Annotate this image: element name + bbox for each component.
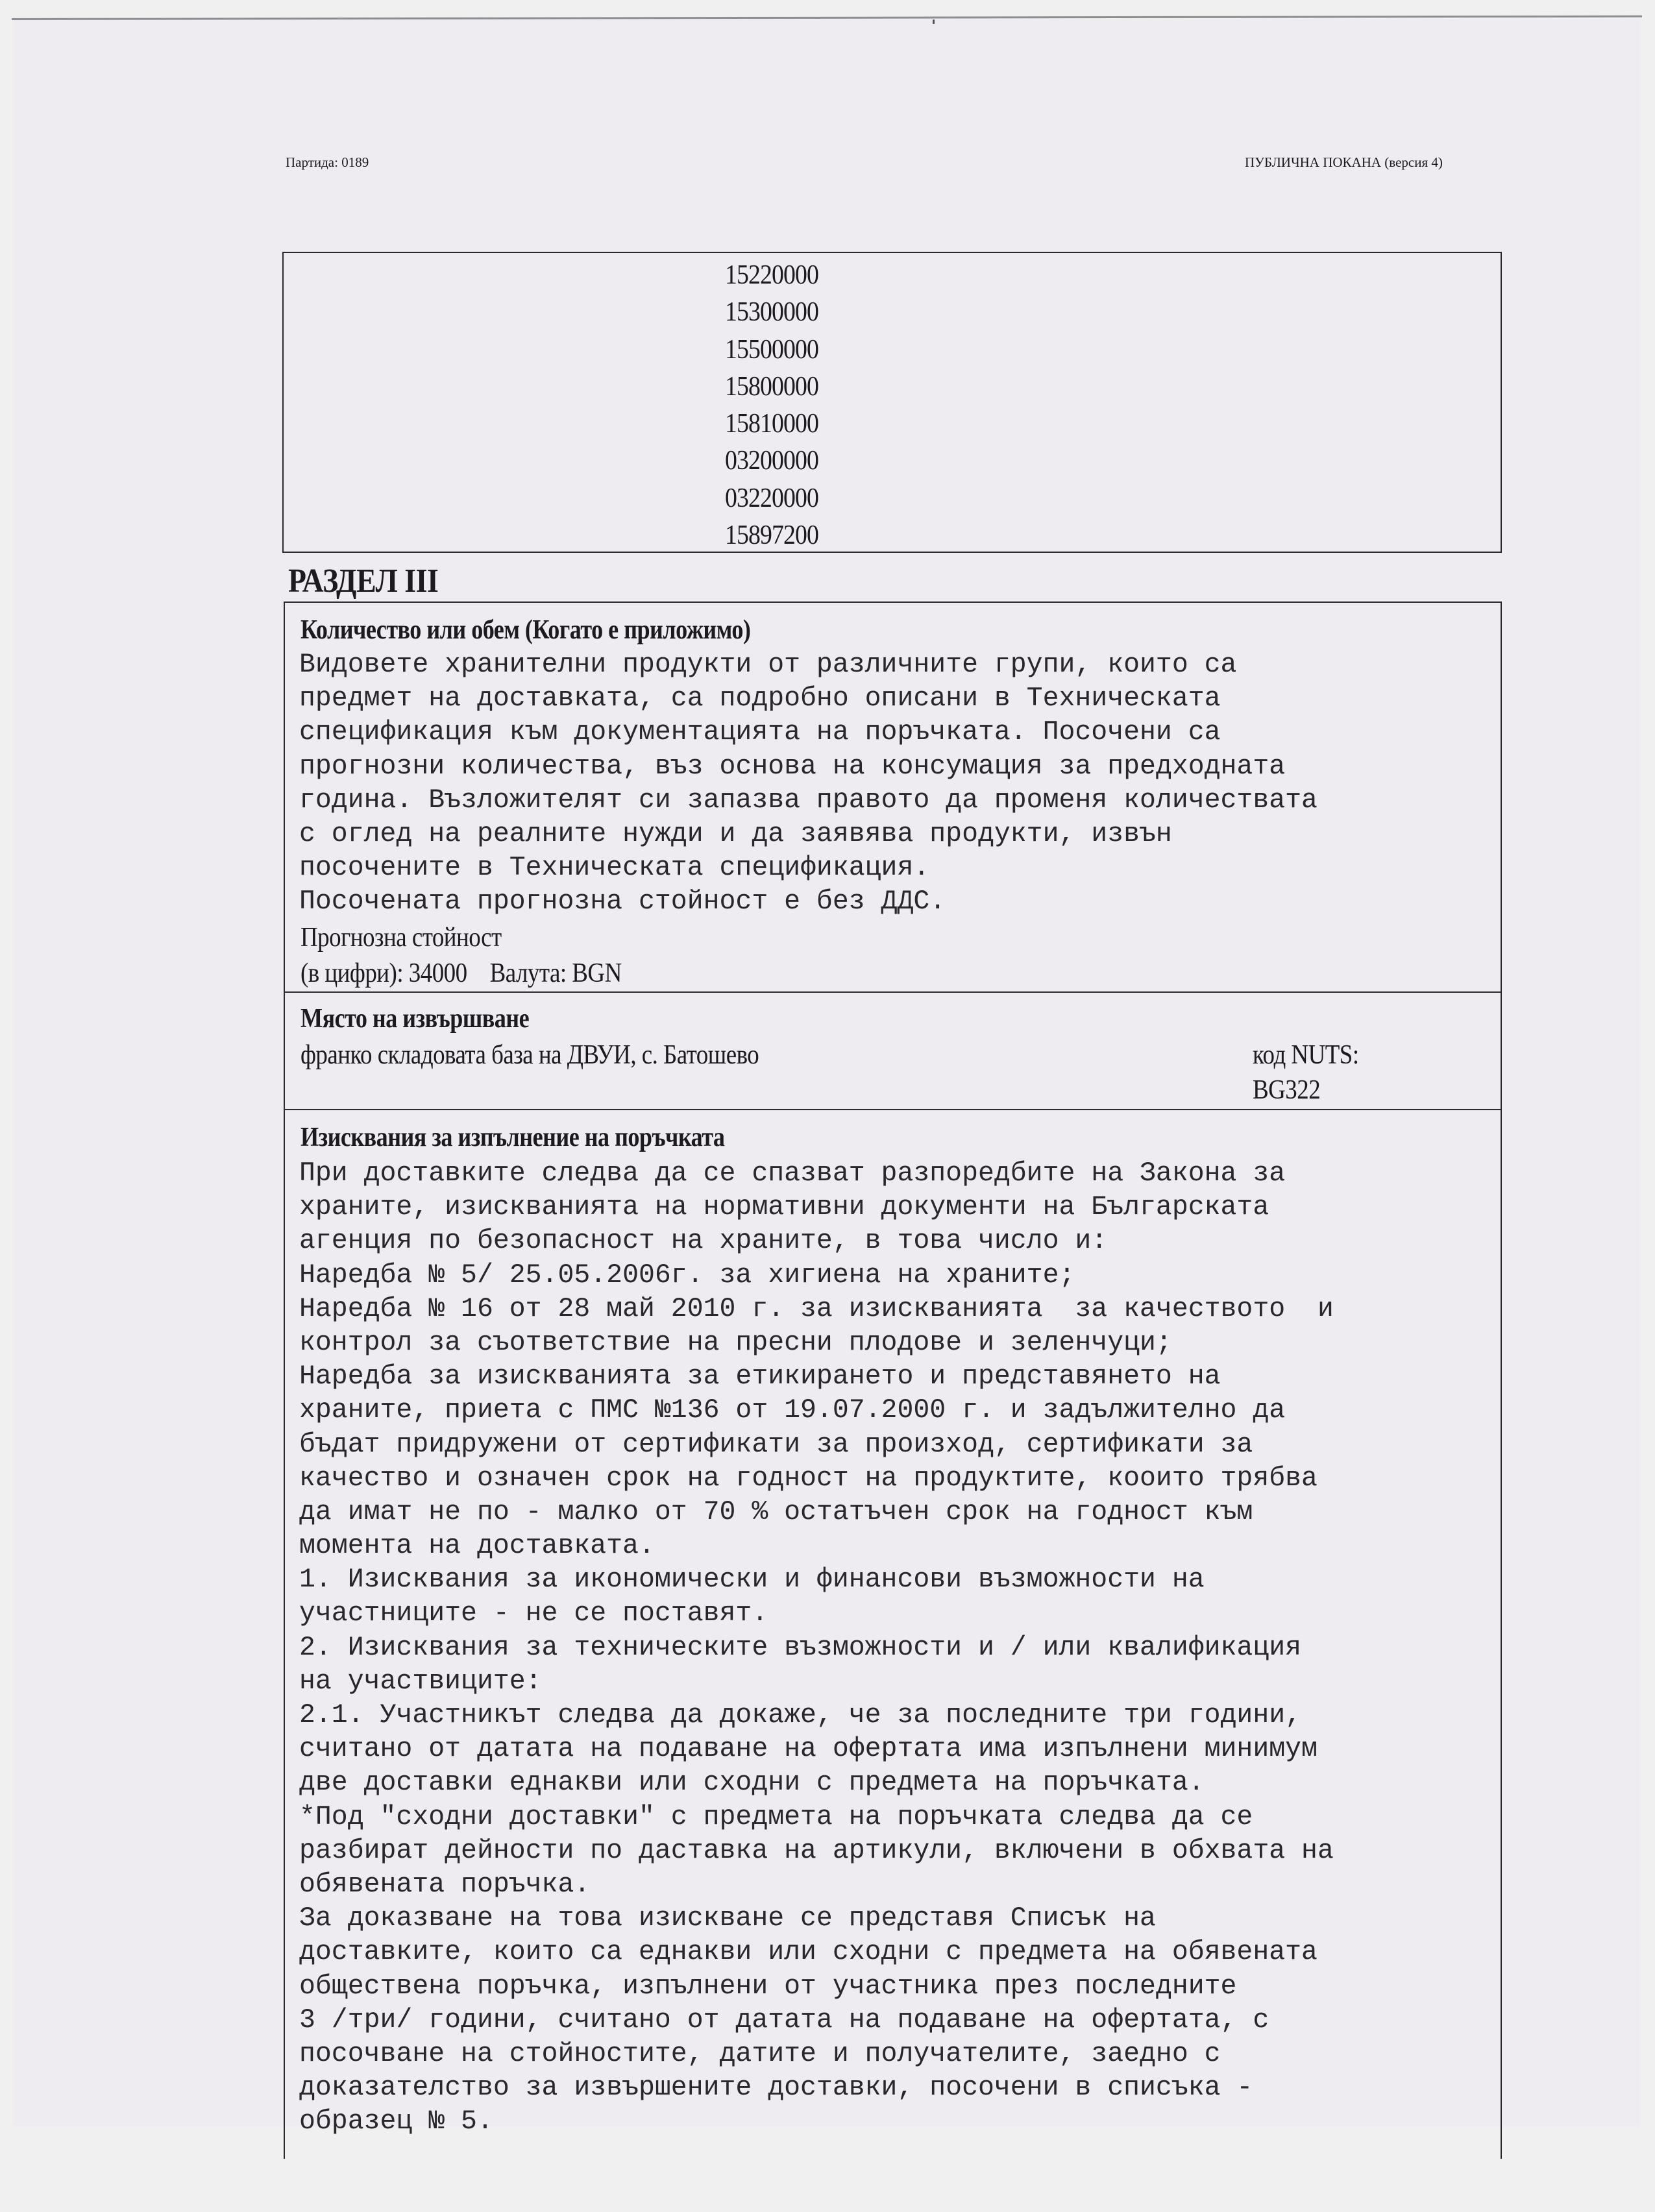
text-line: 2.1. Участникът следва да докаже, че за последните три години, xyxy=(299,1700,1302,1731)
estimated-value-line xyxy=(300,958,622,989)
in-figures-label: (в цифри): xyxy=(300,958,404,988)
text-line: При доставките следва да се спазват разпоредбите на Закона за xyxy=(299,1158,1286,1189)
text-line: *Под "сходни доставки" с предмета на поръчката следва да се xyxy=(299,1801,1253,1832)
text-line: спецификация към документацията на поръчката. Посочени са xyxy=(299,717,1221,748)
text-line: считано от датата на подаване на офертата има изпълнени минимум xyxy=(299,1734,1318,1765)
text-line: на участвиците: xyxy=(299,1666,542,1697)
document-title: ПУБЛИЧНА ПОКАНА (версия 4) xyxy=(1245,154,1443,170)
text-line: обявената поръчка. xyxy=(299,1869,591,1900)
text-line: участниците - не се поставят. xyxy=(299,1598,768,1629)
currency-value: BGN xyxy=(572,958,622,988)
text-line: 2. Изисквания за техническите възможности и / или квалификация xyxy=(299,1632,1302,1663)
text-line: качество и означен срок на годност на продуктите, коoито трябва xyxy=(299,1463,1318,1494)
cpv-code: 15897200 xyxy=(725,520,818,551)
in-figures-value: 34000 xyxy=(408,958,467,988)
cpv-code: 15810000 xyxy=(725,409,818,439)
text-line: Наредба № 5/ 25.05.2006г. за хигиена на храните; xyxy=(299,1259,1075,1291)
place-heading: Място на извършване xyxy=(300,1004,530,1034)
text-line: посочване на стойностите, датите и получателите, заедно с xyxy=(299,2038,1221,2069)
place-location: франко складовата база на ДВУИ, с. Батошево xyxy=(300,1040,759,1070)
text-line: доказателство за извършените доставки, посочени в списъка - xyxy=(299,2072,1253,2104)
scan-speck xyxy=(933,19,935,24)
requirements-heading: Изисквания за изпълнение на поръчката xyxy=(300,1123,725,1152)
text-line: 3 /три/ години, считано от датата на подаване на офертата, с xyxy=(299,2004,1269,2036)
text-line: бъдат придружени от сертификати за произход, сертификати за xyxy=(299,1429,1253,1460)
cpv-code: 03220000 xyxy=(725,483,818,513)
nuts-value: BG322 xyxy=(1253,1075,1321,1105)
batch-label: Партида: 0189 xyxy=(286,154,369,170)
text-line: Видовете хранителни продукти от различните групи, които са xyxy=(299,650,1237,680)
requirements-row xyxy=(285,1109,1501,2212)
text-line: Наредба за изискванията за етикирането и представянето на xyxy=(299,1361,1221,1392)
cpv-code: 15220000 xyxy=(725,260,818,290)
cpv-code-list xyxy=(725,257,829,554)
text-line: да имат не по - малко от 70 % остатъчен срок на годност към xyxy=(299,1496,1253,1527)
requirements-text xyxy=(299,1157,1334,2139)
estimated-value-label: Прогнозна стойност xyxy=(300,923,502,953)
text-line: разбират дейности по даставка на артикули, включени в обхвата на xyxy=(299,1835,1334,1866)
text-line: с оглед на реалните нужди и да заявява продукти, извън xyxy=(299,818,1172,849)
text-line: 1. Изисквания за икономически и финансови възможности на xyxy=(299,1564,1205,1596)
section-title: РАЗДЕЛ III xyxy=(288,563,439,600)
nuts-label: код NUTS: xyxy=(1253,1040,1359,1070)
text-line: обществена поръчка, изпълнени от участника през последните xyxy=(299,1971,1237,2002)
cpv-codes-box xyxy=(282,252,1502,553)
text-line: агенция по безопасност на храните, в това число и: xyxy=(299,1226,1108,1257)
text-line: доставките, които са еднакви или сходни с предмета на обявената xyxy=(299,1937,1318,1968)
cpv-code: 15300000 xyxy=(725,297,818,328)
section-iii-table xyxy=(284,602,1502,2159)
quantity-row xyxy=(285,603,1501,991)
cpv-code: 03200000 xyxy=(725,446,818,476)
text-line: момента на доставката. xyxy=(299,1531,655,1562)
cpv-code: 15800000 xyxy=(725,371,818,402)
currency-label: Валута: xyxy=(489,958,567,988)
quantity-heading: Количество или обем (Когато е приложимо) xyxy=(300,615,751,645)
text-line: посочените в Техническата спецификация. xyxy=(299,853,930,884)
text-line: контрол за съответствие на пресни плодове и зеленчуци; xyxy=(299,1327,1172,1358)
text-line: Наредба № 16 от 28 май 2010 г. за изискванията за качеството и xyxy=(299,1293,1334,1324)
text-line: година. Възложителят си запазва правото да променя количествата xyxy=(299,784,1318,816)
quantity-text xyxy=(299,648,1318,919)
text-line: предмет на доставката, са подробно описани в Техническата xyxy=(299,683,1221,714)
place-row xyxy=(285,991,1501,1109)
text-line: храните, изискванията на нормативни документи на Българската xyxy=(299,1192,1269,1223)
text-line: образец № 5. xyxy=(299,2106,493,2137)
text-line: За доказване на това изискване се представя Списък на xyxy=(299,1903,1156,1934)
cpv-code: 15500000 xyxy=(725,334,818,365)
text-line: Посочената прогнозна стойност е без ДДС. xyxy=(299,886,946,918)
text-line: две доставки еднакви или сходни с предмета на поръчката. xyxy=(299,1768,1205,1799)
text-line: храните, приета с ПМС №136 от 19.07.2000 г. и задължително да xyxy=(299,1395,1286,1426)
text-line: прогнозни количества, въз основа на консумация за предходната xyxy=(299,751,1286,782)
